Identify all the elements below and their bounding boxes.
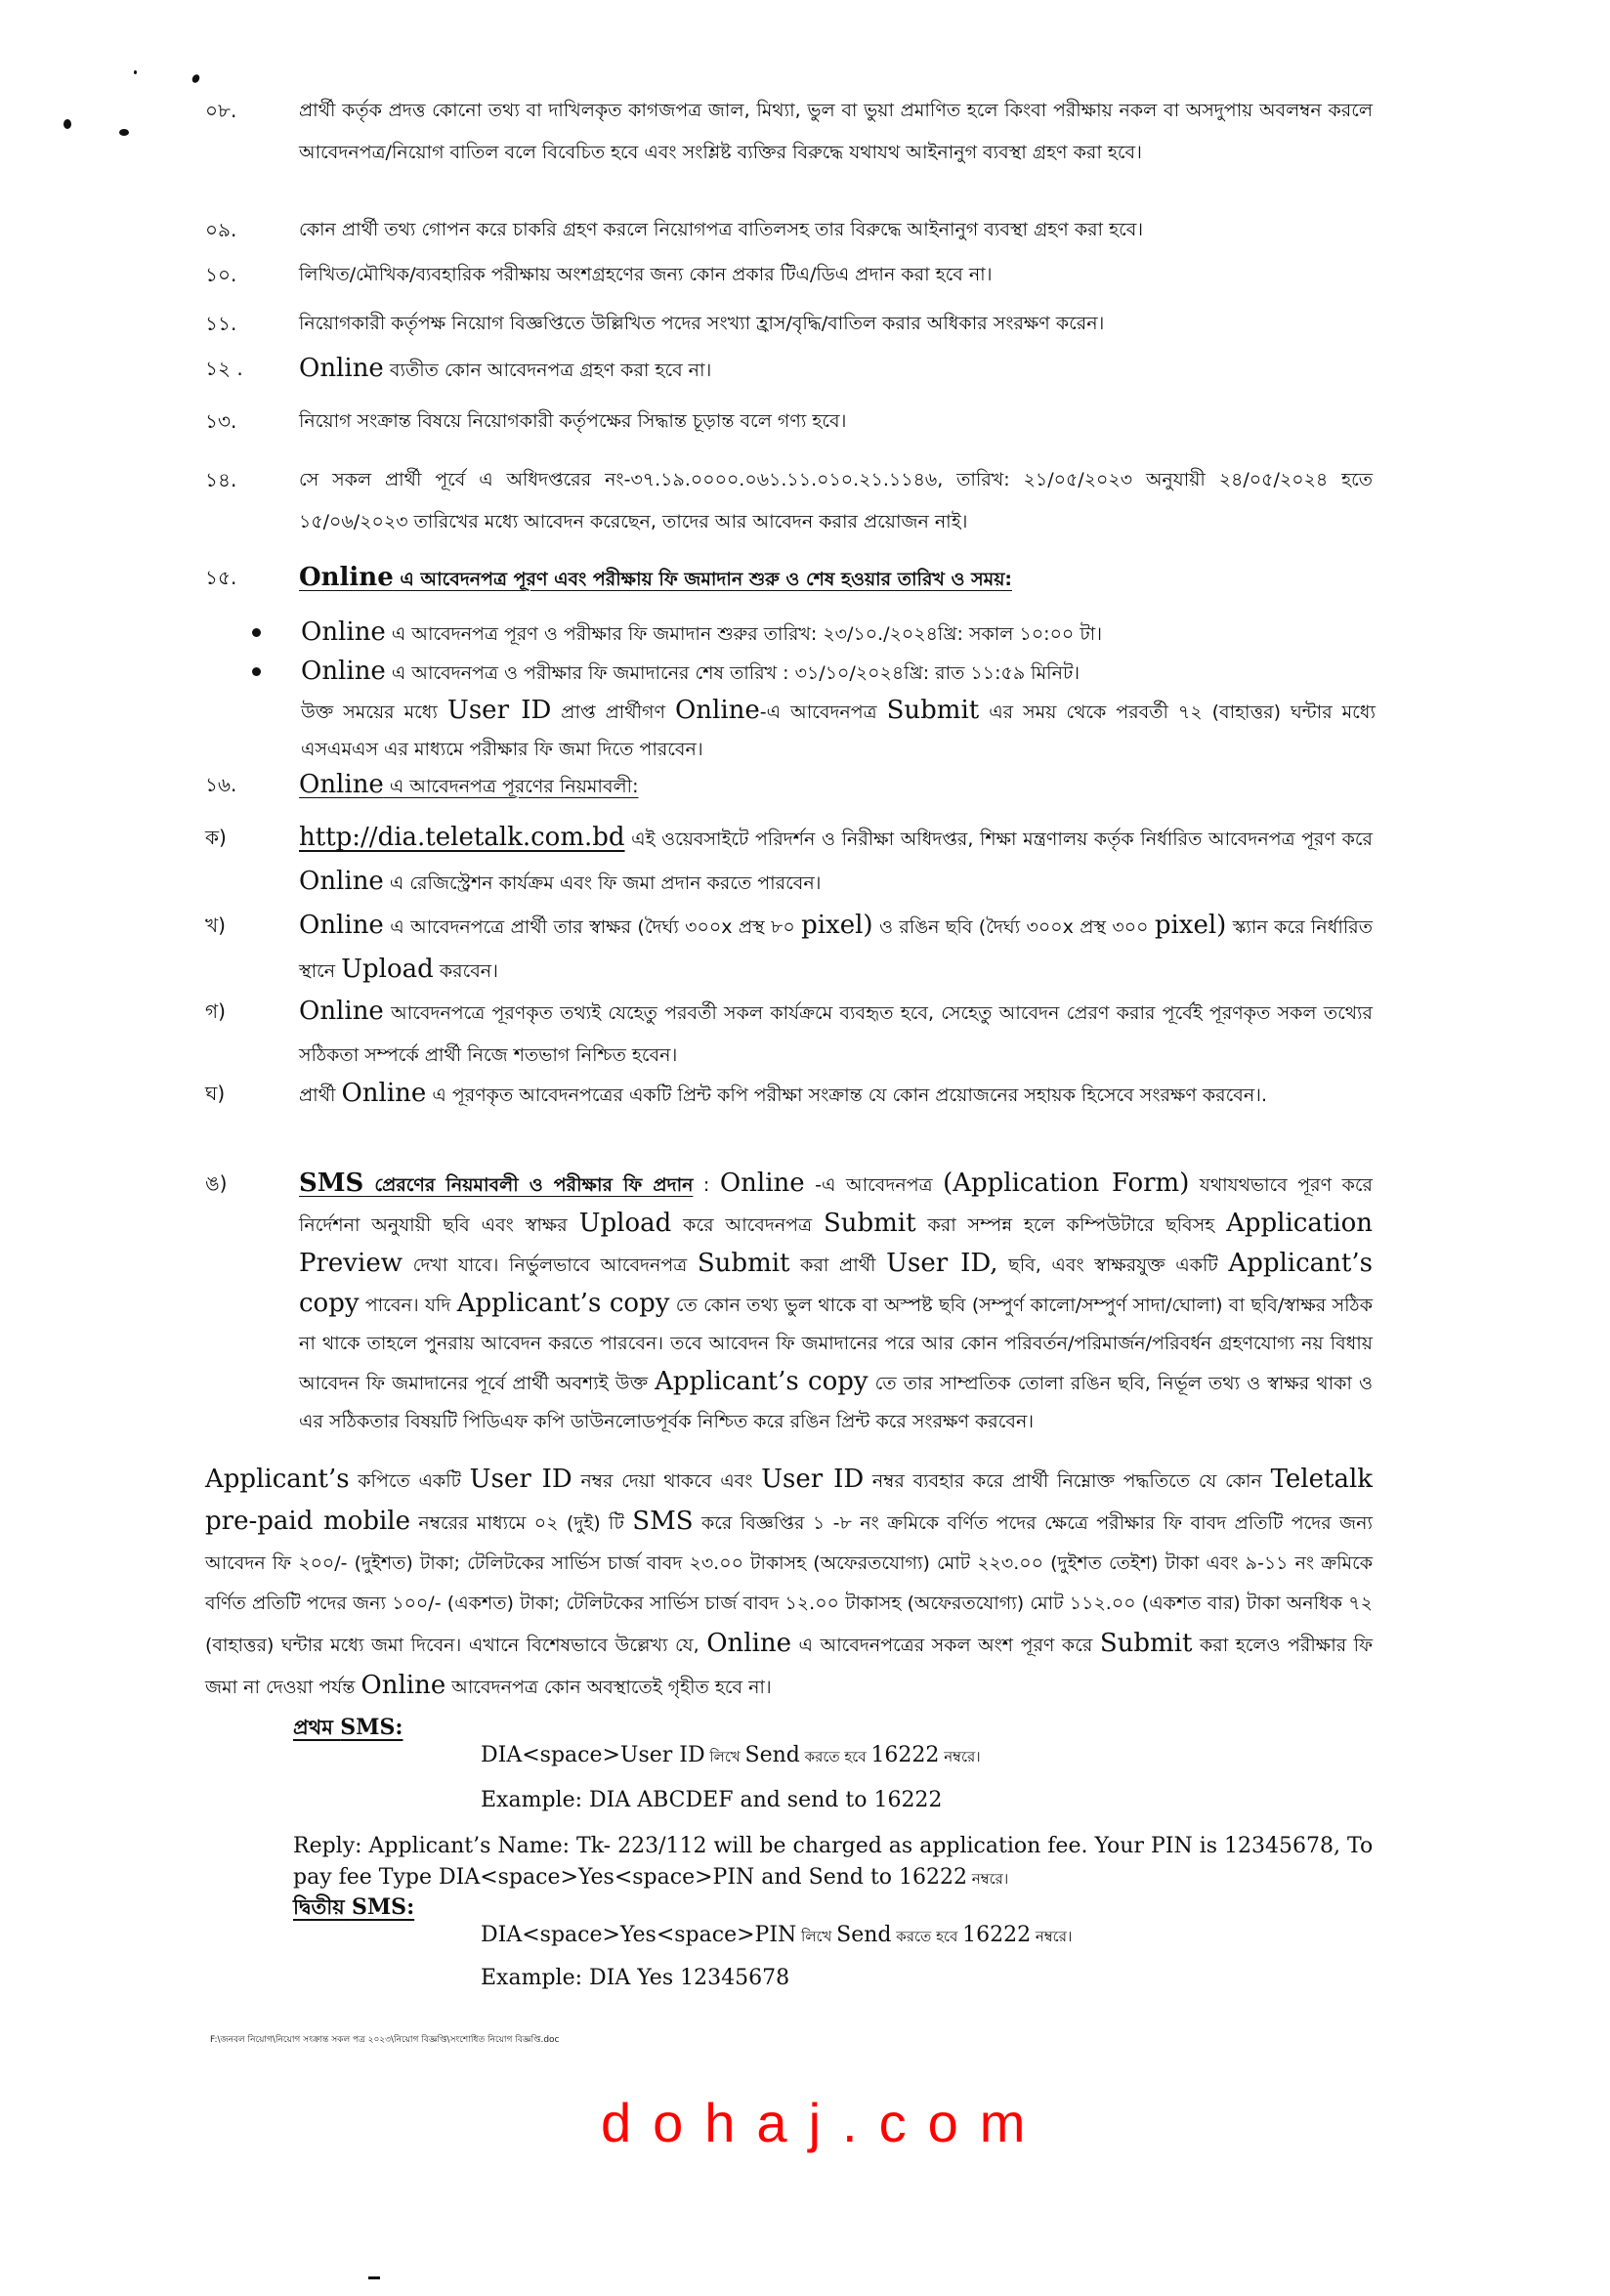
- text-run: এ আবেদনপত্র পূরণ এবং পরীক্ষায় ফি জমাদান শুরু ও শেষ হওয়ার তারিখ ও সময়:: [393, 569, 1012, 590]
- english-term: User ID: [446, 696, 552, 725]
- text-run: Send: [836, 1923, 892, 1947]
- english-term: Online: [360, 1671, 446, 1700]
- file-path-footer: F:\জনবল নিয়োগ\নিয়োগ সংক্রান্ত সকল পত্র ২০২৩\নিয়োগ বিজ্ঞপ্তি\সংশোধিত নিয়োগ বিজ্ঞপ্তি.doc: [210, 2035, 560, 2045]
- item-text: নিয়োগ সংক্রান্ত বিষয়ে নিয়োগকারী কর্তৃপক্ষের সিদ্ধান্ত চূড়ান্ত বলে গণ্য হবে।: [299, 410, 847, 432]
- schedule-list: [252, 614, 1376, 768]
- item-text: নিয়োগকারী কর্তৃপক্ষ নিয়োগ বিজ্ঞপ্তিতে উল্লিখিত পদের সংখ্যা হ্রাস/বৃদ্ধি/বাতিল করার অধিকার সংরক্ষণ করেন।: [299, 313, 1105, 334]
- bullet-icon: [252, 628, 261, 637]
- text-run: করতে হবে: [799, 1748, 871, 1765]
- item-text: সে সকল প্রার্থী পূর্বে এ অধিদপ্তরের নং-৩৭.১৯.০০০০.০৬১.১১.০১০.২১.১১৪৬, তারিখ: ২১/০৫/২০২৩ অনুযায়ী ২৪/০৫/২০২৪ হতে ১৫/০৬/২০২৩ তারিখের মধ্যে আবেদন করেছেন, তাদের আর আবেদন করার প্রয়োজন নাই।: [299, 469, 1373, 532]
- english-term: Online: [706, 1629, 792, 1658]
- item-15-heading: [205, 557, 1373, 601]
- item-number: ১৬.: [205, 773, 237, 796]
- text-run: যথাযথভাবে পূরণ করে নির্দেশনা অনুযায়ী ছবি এবং স্বাক্ষর: [299, 1174, 1373, 1236]
- english-term: Applicant’s copy: [456, 1289, 670, 1318]
- english-term: User ID: [469, 1465, 572, 1494]
- item-16-heading: [205, 764, 1373, 808]
- english-term: Online: [299, 563, 394, 592]
- text-run: করে বিজ্ঞপ্তির ১ -৮ নং ক্রমিকে বর্ণিত পদের ক্ষেত্রে পরীক্ষার ফি বাবদ প্রতিটি পদের জন্য আবেদন ফি ২০০/- (দুইশত) টাকা; টেলিটকের সার্ভিস চার্জ বাবদ ২৩.০০ টাকাসহ (অফেরতযোগ্য) মোট ২২৩.০০ (দুইশত তেইশ) টাকা এবং ৯-১১ নং ক্রমিকে বর্ণিত প্রতিটি পদের জন্য ১০০/- (একশত) টাকা; টেলিটকের সার্ভিস চার্জ বাবদ ১২.০০ টাকাসহ (অফেরতযোগ্য) মোট ১১২.০০ (একশত বার) টাকা অনধিক ৭২ (বাহাত্তর) ঘন্টার মধ্যে জমা দিবেন। এখানে বিশেষভাবে উল্লেখ্য যে,: [205, 1512, 1373, 1656]
- english-term: Applicant’s: [205, 1465, 350, 1494]
- text-run: স্ক্যান করে নির্ধারিত স্থানে: [299, 916, 1374, 982]
- rule-text: [299, 991, 1373, 1077]
- english-term: User ID: [761, 1465, 865, 1494]
- item-number: ঙ): [205, 1171, 228, 1195]
- text-run: প্রাপ্ত প্রার্থীগণ: [551, 702, 675, 723]
- text-run: দ্বিতীয়: [293, 1895, 352, 1919]
- text-run: ও রঙিন ছবি (দৈর্ঘ্য ৩০০x প্রস্থ ৩০০: [872, 916, 1155, 938]
- item-number: ০৮.: [205, 99, 237, 122]
- english-term: Online: [299, 997, 384, 1026]
- item-number: খ): [205, 914, 226, 937]
- item-number: ১০.: [205, 263, 237, 286]
- rule-kha: [205, 905, 1373, 993]
- watermark: dohaj.com: [601, 2092, 1047, 2153]
- english-term: SMS: [299, 1169, 364, 1198]
- english-term: Online: [299, 770, 384, 799]
- text-run: ছবি, এবং স্বাক্ষরযুক্ত একটি: [997, 1254, 1229, 1276]
- text-run: করে আবেদনপত্র: [671, 1214, 824, 1236]
- rule-text: [299, 1073, 1373, 1117]
- english-term: Online: [719, 1169, 805, 1198]
- text-run: দেখা যাবে। নির্ভুলভাবে আবেদনপত্র: [402, 1254, 698, 1276]
- text-run: আবেদনপত্র কোন অবস্থাতেই গৃহীত হবে না।: [445, 1677, 772, 1698]
- english-term: SMS:: [340, 1715, 403, 1740]
- schedule-note: [252, 692, 1376, 768]
- item-number: ১৪.: [205, 468, 237, 491]
- text-run: Send: [744, 1743, 800, 1767]
- item-text: প্রার্থী কর্তৃক প্রদত্ত কোনো তথ্য বা দাখিলকৃত কাগজপত্র জাল, মিথ্যা, ভুল বা ভুয়া প্রমাণিত হলে কিংবা পরীক্ষায় নকল বা অসদুপায় অবলম্বন করলে আবেদনপত্র/নিয়োগ বাতিল বলে বিবেচিত হবে এবং সংশ্লিষ্ট ব্যক্তির বিরুদ্ধে যথাযথ আইনানুগ ব্যবস্থা গ্রহণ করা হবে।: [299, 100, 1373, 163]
- schedule-end: [252, 653, 1376, 692]
- item-12: [205, 348, 1373, 392]
- first-sms-instruction: [481, 1743, 981, 1770]
- english-term: Online: [341, 1079, 427, 1108]
- text-run: নম্বর ব্যবহার করে প্রার্থী নিম্নোক্ত পদ্ধতিতে যে কোন: [864, 1470, 1271, 1492]
- text-run: এই ওয়েবসাইটে পরিদর্শন ও নিরীক্ষা অধিদপ্তর, শিক্ষা মন্ত্রণালয় কর্তৃক নির্ধারিত আবেদনপত্র পূরণ করে: [624, 829, 1373, 850]
- english-term: Online: [299, 354, 384, 383]
- item-number: ১৩.: [205, 409, 237, 433]
- item-number: গ): [205, 999, 226, 1023]
- second-sms-instruction: [481, 1923, 1072, 1950]
- text-run: নম্বরের মাধ্যমে ০২ (দুই) টি: [409, 1512, 633, 1534]
- item-09: [205, 209, 1373, 251]
- rule-ga: [205, 991, 1373, 1077]
- text-run: প্রার্থী: [299, 1084, 342, 1106]
- rule-gha: [205, 1073, 1373, 1117]
- fee-paragraph: [205, 1460, 1373, 1708]
- text-run: DIA<space>User ID: [481, 1743, 705, 1767]
- item-10: [205, 254, 1373, 296]
- text-run: প্রেরণের নিয়মাবলী ও পরীক্ষার ফি প্রদান: [363, 1174, 694, 1196]
- english-term: Submit: [823, 1209, 916, 1238]
- page-mark: [368, 2276, 380, 2279]
- bullet-icon: [252, 667, 261, 676]
- section-heading: [299, 764, 1373, 808]
- text-run: নম্বরে।: [967, 1870, 1009, 1888]
- text-run: এ আবেদনপত্রের সকল অংশ পূরণ করে: [791, 1635, 1100, 1656]
- english-term: Applicant’s copy: [299, 1249, 1373, 1318]
- second-sms-label: [293, 1892, 414, 1926]
- scan-speck: [191, 73, 201, 84]
- first-sms-reply: [293, 1831, 1377, 1894]
- item-number: ১২ .: [205, 357, 243, 380]
- english-term: Applicant’s copy: [655, 1367, 869, 1396]
- item-text: [299, 348, 1373, 392]
- text-run: লিখে: [704, 1748, 745, 1765]
- english-term: Teletalk pre-paid mobile: [205, 1465, 1374, 1536]
- text-run: -এ আবেদনপত্র: [759, 702, 887, 723]
- text-run: এ আবেদনপত্র পূরণ ও পরীক্ষার ফি জমাদান শুরুর তারিখ: ২৩/১০./২০২৪খ্রি: সকাল ১০:০০ টা।: [385, 623, 1102, 645]
- rule-ka: [205, 817, 1373, 905]
- text-run: এর সময় থেকে পরবর্তী ৭২ (বাহাত্তর) ঘন্টার মধ্যে এসএমএস এর মাধ্যমে পরীক্ষার ফি জমা দিতে পারবেন।: [301, 702, 1376, 760]
- sms-number: 16222: [962, 1923, 1032, 1947]
- english-term: User ID,: [886, 1249, 998, 1278]
- text-run: ব্যতীত কোন আবেদনপত্র গ্রহণ করা হবে না।: [383, 360, 712, 381]
- second-sms-example: Example: DIA Yes 12345678: [481, 1966, 790, 1990]
- text-run: তে কোন তথ্য ভুল থাকে বা অস্পষ্ট ছবি (সম্পুর্ণ কালো/সম্পুর্ণ সাদা/ঘোলা) বা ছবি/স্বাক্ষর সঠিক না থাকে তাহলে পুনরায় আবেদন করতে পারবেন। তবে আবেদন ফি জমাদানের পরে আর কোন পরিবর্তন/পরিমার্জন/পরিবর্ধন গ্রহণযোগ্য নয় বিধায় আবেদন ফি জমাদানের পূর্বে প্রার্থী অবশ্যই উক্ত: [299, 1295, 1373, 1394]
- item-text: কোন প্রার্থী তথ্য গোপন করে চাকরি গ্রহণ করলে নিয়োগপত্র বাতিলসহ তার বিরুদ্ধে আইনানুগ ব্যবস্থা গ্রহণ করা হবে।: [299, 219, 1144, 240]
- english-term: Online: [299, 867, 384, 896]
- text-run: -এ আবেদনপত্র: [804, 1174, 944, 1196]
- text-run: নম্বরে।: [1031, 1928, 1073, 1945]
- item-14: [205, 459, 1373, 543]
- sms-rules-heading: [299, 1169, 694, 1198]
- english-term: Online: [674, 696, 760, 725]
- rule-text: [299, 1165, 1373, 1441]
- english-term: Online: [301, 657, 386, 686]
- text-run: এ পূরণকৃত আবেদনপত্রের একটি প্রিন্ট কপি পরীক্ষা সংক্রান্ত যে কোন প্রয়োজনের সহায়ক হিসেবে সংরক্ষণ করবেন।.: [426, 1084, 1267, 1106]
- text-run: আবেদনপত্রে পূরণকৃত তথ্যই যেহেতু পরবর্তী সকল কার্যক্রমে ব্যবহৃত হবে, সেহেতু আবেদন প্রেরণ করার পূর্বেই পূরণকৃত সকল তথ্যের সঠিকতা সম্পর্কে প্রার্থী নিজে শতভাগ নিশ্চিত হবেন।: [299, 1002, 1373, 1066]
- text-run: তে তার সাম্প্রতিক তোলা রঙিন ছবি, নির্ভূল তথ্য ও স্বাক্ষর থাকা ও এর সঠিকতার বিষয়টি পিডিএফ কপি ডাউনলোডপূর্বক নিশ্চিত করে রঙিন প্রিন্ট করে সংরক্ষণ করবেন।: [299, 1373, 1373, 1432]
- rule-text: [299, 905, 1373, 993]
- text-run: নম্বর দেয়া থাকবে এবং: [572, 1470, 762, 1492]
- text-run: প্রথম: [293, 1716, 341, 1739]
- item-number: ঘ): [205, 1082, 226, 1105]
- english-term: (Application Form): [943, 1169, 1190, 1198]
- text-run: উক্ত সময়ের মধ্যে: [301, 702, 447, 723]
- sms-number: 16222: [870, 1743, 940, 1767]
- first-sms-example: Example: DIA ABCDEF and send to 16222: [481, 1788, 943, 1812]
- text-run: পাবেন। যদি: [359, 1295, 457, 1316]
- schedule-start: [252, 614, 1376, 653]
- text-run: করা হলেও পরীক্ষার ফি জমা না দেওয়া পর্যন্ত: [205, 1635, 1373, 1698]
- text-run: কপিতে একটি: [349, 1470, 470, 1492]
- english-term: Upload: [341, 955, 434, 984]
- item-13: [205, 401, 1373, 443]
- english-term: Upload: [578, 1209, 672, 1238]
- item-number: ১১.: [205, 312, 237, 335]
- item-number: ০৯.: [205, 218, 237, 241]
- item-11: [205, 303, 1373, 345]
- scan-speck: [119, 129, 129, 136]
- first-sms-label: [293, 1712, 403, 1746]
- text-run: করা সম্পন্ন হলে কম্পিউটারে ছবিসহ: [915, 1214, 1227, 1236]
- text-run: লিখে: [796, 1928, 837, 1945]
- section-heading: [299, 557, 1373, 601]
- english-term: Application Preview: [299, 1209, 1373, 1278]
- scan-speck: [134, 70, 137, 74]
- text-run: :: [693, 1174, 720, 1196]
- item-number: ১৫.: [205, 566, 237, 589]
- text-run: এ আবেদনপত্র পূরণের নিয়মাবলী:: [383, 776, 639, 797]
- text-run: নম্বরে।: [939, 1748, 981, 1765]
- item-text: লিখিত/মৌখিক/ব্যবহারিক পরীক্ষায় অংশগ্রহণের জন্য কোন প্রকার টিএ/ডিএ প্রদান করা হবে না।: [299, 264, 993, 285]
- text-run: করা প্রার্থী: [789, 1254, 887, 1276]
- text-run: এ আবেদনপত্রে প্রার্থী তার স্বাক্ষর (দৈর্ঘ্য ৩০০x প্রস্থ ৮০: [383, 916, 802, 938]
- english-term: Submit: [1099, 1629, 1193, 1658]
- text-run: এ রেজিস্ট্রেশন কার্যক্রম এবং ফি জমা প্রদান করতে পারবেন।: [383, 872, 822, 894]
- text-run: Reply: Applicant’s Name: Tk- 223/112 will be charged as application fee. Your PIN is 12345678, To pay fee Type DIA<space>Yes<space>PIN and Send to 16222: [293, 1834, 1374, 1890]
- website-link[interactable]: http://dia.teletalk.com.bd: [299, 823, 625, 852]
- rule-unga: [205, 1165, 1373, 1441]
- english-term: pixel): [801, 911, 873, 940]
- scan-speck: [64, 119, 71, 129]
- english-term: SMS: [632, 1507, 694, 1536]
- text-run: DIA<space>Yes<space>PIN: [481, 1923, 797, 1947]
- english-term: Submit: [886, 696, 980, 725]
- english-term: pixel): [1154, 911, 1227, 940]
- text-run: এ আবেদনপত্র ও পরীক্ষার ফি জমাদানের শেষ তারিখ : ৩১/১০/২০২৪খ্রি: রাত ১১:৫৯ মিনিট।: [385, 662, 1080, 684]
- text-run: করবেন।: [433, 960, 498, 982]
- english-term: SMS:: [351, 1894, 415, 1920]
- item-08: [205, 90, 1373, 174]
- english-term: Submit: [697, 1249, 790, 1278]
- english-term: Online: [299, 911, 384, 940]
- item-number: ক): [205, 826, 227, 849]
- rule-text: [299, 817, 1373, 905]
- english-term: Online: [301, 617, 386, 647]
- text-run: করতে হবে: [891, 1928, 963, 1945]
